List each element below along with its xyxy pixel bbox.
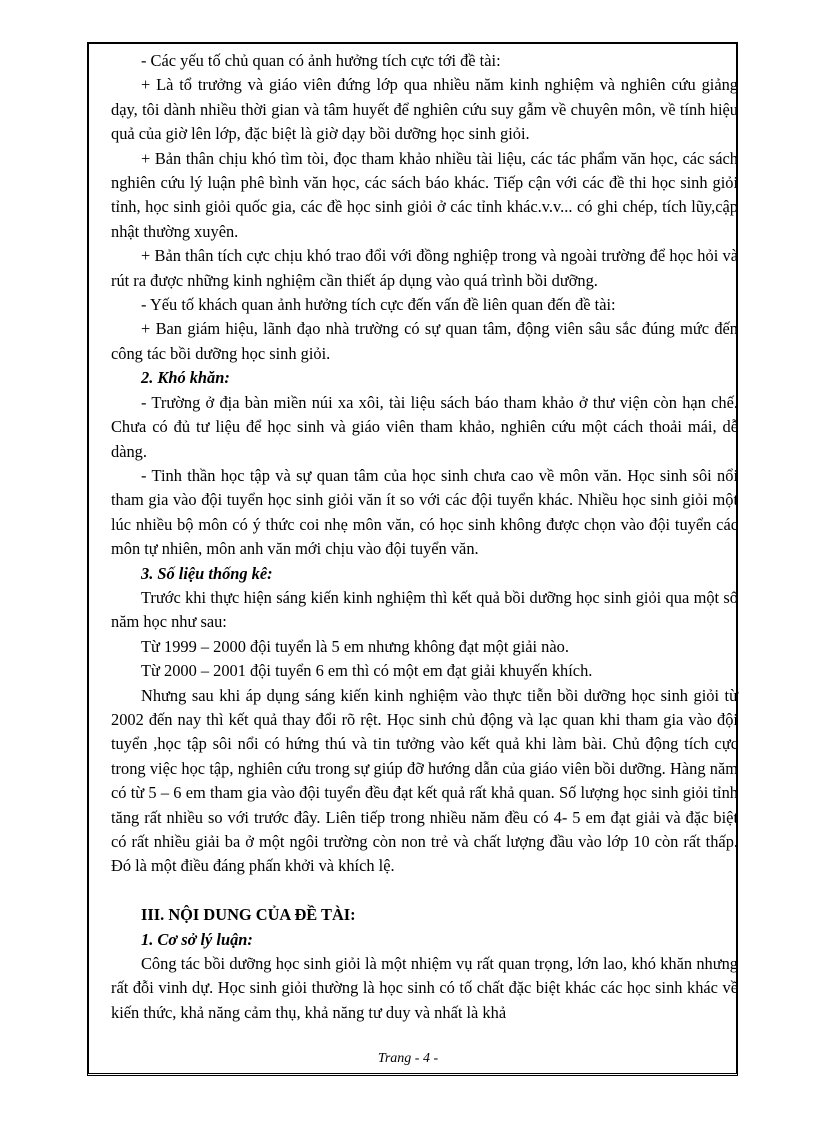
subheading-so-lieu: 3. Số liệu thống kê: — [141, 563, 273, 583]
paragraph: + Bản thân chịu khó tìm tòi, đọc tham khảo nhiều tài liệu, các tác phẩm văn học, các sách nghiên cứu lý luận phê bình văn học, các sách báo khác. Tiếp cận với các đề thi học sinh giỏi tỉnh, học sinh giỏi quốc gia, các đề học sinh giỏi ở các tỉnh khác.v.v... có ghi chép, tích lũy,cập nhật thường xuyên. — [111, 148, 738, 241]
page-number: Trang - 4 - — [377, 1051, 439, 1066]
paragraph: Công tác bồi dưỡng học sinh giỏi là một nhiệm vụ rất quan trọng, lớn lao, khó khăn nhưng rất đỗi vinh dự. Học sinh giỏi thường là học sinh có tố chất đặc biệt khác các học sinh khác về kiến thức, khả năng cảm thụ, khả năng tư duy và nhất là khả — [111, 954, 738, 1022]
paragraph: - Yếu tố khách quan ảnh hưởng tích cực đến vấn đề liên quan đến đề tài: — [141, 295, 616, 315]
paragraph: Trước khi thực hiện sáng kiến kinh nghiệm thì kết quả bồi dưỡng học sinh giỏi qua một số năm học như sau: — [111, 587, 738, 632]
paragraph: Từ 2000 – 2001 đội tuyển 6 em thì có một em đạt giải khuyến khích. — [141, 661, 593, 681]
paragraph: + Bản thân tích cực chịu khó trao đổi với đồng nghiệp trong và ngoài trường để học hỏi và rút ra được những kinh nghiệm cần thiết áp dụng vào quá trình bồi dưỡng. — [111, 246, 738, 290]
paragraph: - Các yếu tố chủ quan có ảnh hưởng tích cực tới đề tài: — [141, 51, 501, 70]
paragraph: + Là tổ trưởng và giáo viên đứng lớp qua nhiều năm kinh nghiệm và nghiên cứu giảng dạy, tôi dành nhiều thời gian và tâm huyết để nghiên cứu suy gẫm về chuyên môn, về tính hiệu quả của giờ lên lớp, đặc biệt là giờ dạy bồi dưỡng học sinh giỏi. — [111, 75, 738, 144]
paragraph: Nhưng sau khi áp dụng sáng kiến kinh nghiệm vào thực tiễn bồi dưỡng học sinh giỏi từ 2002 đến nay thì kết quả thay đổi rõ rệt. Học sinh chủ động và lạc quan khi tham gia vào đội tuyển ,học tập sôi nổi có hứng thú và tin tưởng vào kết quả khi làm bài. Chủ động tích cực trong việc học tập, nghiên cứu trong sự giúp đỡ hướng dẫn của giáo viên bồi dưỡng. Hàng năm có từ 5 – 6 em tham gia vào đội tuyển đều đạt kết quả rất khả quan. Số lượng học sinh giỏi tỉnh tăng rất nhiều so với trước đây. Liên tiếp trong nhiều năm đều có 4- 5 em đạt giải và đặc biệt có rất nhiều giải ba ở một ngôi trường còn non trẻ và chất lượng đầu vào lớp 10 còn rất thấp. Đó là một điều đáng phấn khởi và khích lệ. — [111, 685, 738, 876]
paragraph: - Tinh thần học tập và sự quan tâm của học sinh chưa cao về môn văn. Học sinh sôi nổi tham gia vào đội tuyển học sinh giỏi văn ít so với các đội tuyển khác. Nhiều học sinh giỏi một lúc nhiều bộ môn có ý thức coi nhẹ môn văn, có học sinh không được chọn vào đội tuyển các môn tự nhiên, môn anh văn mới chịu vào đội tuyển văn. — [111, 465, 738, 559]
paragraph: Từ 1999 – 2000 đội tuyển là 5 em nhưng không đạt một giải nào. — [141, 636, 569, 656]
paragraph: + Ban giám hiệu, lãnh đạo nhà trường có sự quan tâm, động viên sâu sắc đúng mức đến công tác bồi dưỡng học sinh giỏi. — [111, 319, 738, 363]
subheading-co-so-ly-luan: 1. Cơ sở lý luận: — [141, 929, 253, 949]
subheading-kho-khan: 2. Khó khăn: — [141, 368, 230, 388]
paragraph: - Trường ở địa bàn miền núi xa xôi, tài liệu sách báo tham khảo ở thư viện còn hạn chế. Chưa có đủ tư liệu để học sinh và giáo viên tham khảo, nghiên cứu một cách thoải mái, dễ dàng. — [111, 392, 738, 461]
document-body — [111, 49, 738, 1025]
section-heading: III. NỘI DUNG CỦA ĐỀ TÀI: — [141, 905, 356, 925]
